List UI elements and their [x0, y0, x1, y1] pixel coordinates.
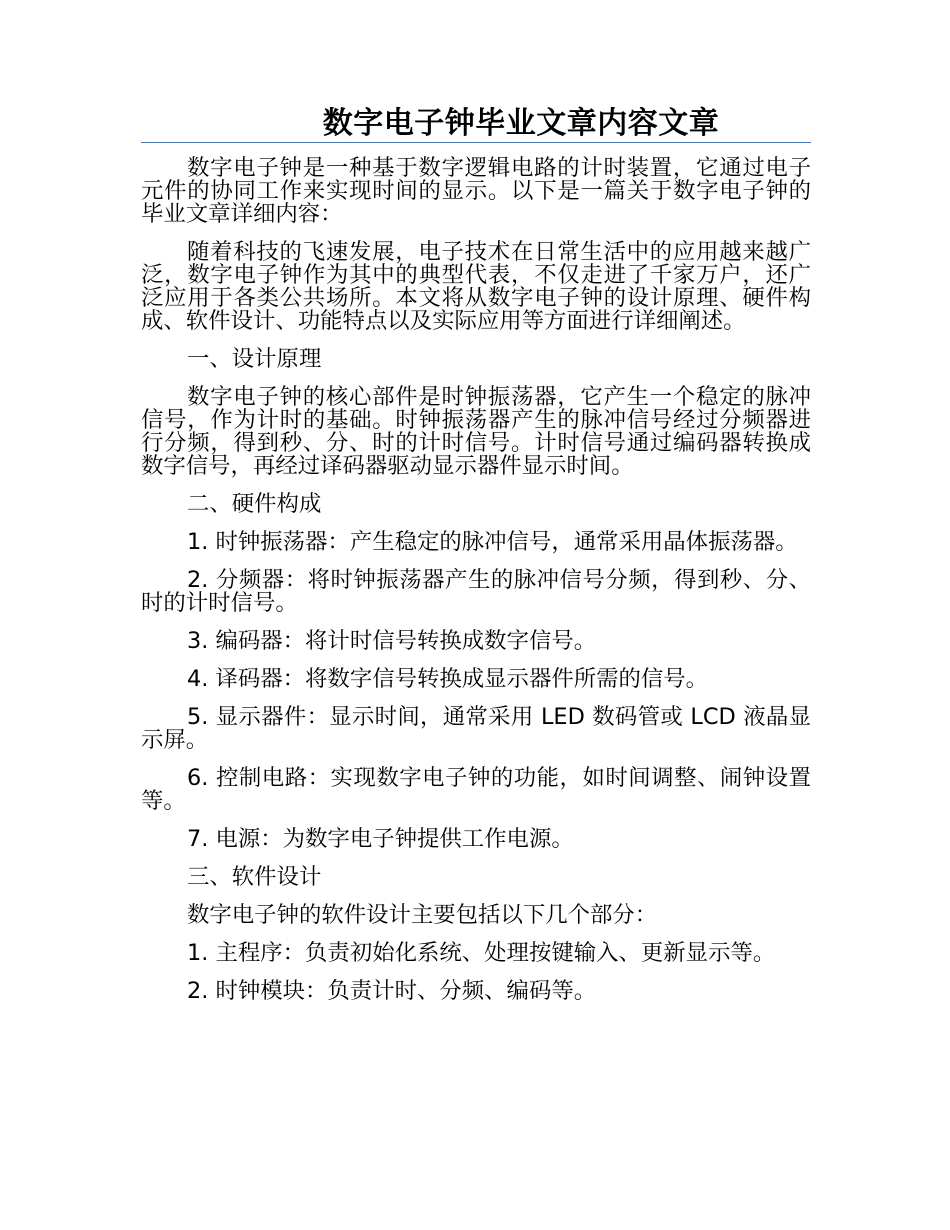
software-item-main-program: 1. 主程序：负责初始化系统、处理按键输入、更新显示等。 [187, 940, 776, 966]
background-paragraph: 随着科技的飞速发展，电子技术在日常生活中的应用越来越广泛，数字电子钟作为其中的典型代表，不仅走进了千家万户，还广泛应用于各类公共场所。本文将从数字电子钟的设计原理、硬件构成、软件设计、功能特点以及实际应用等方面进行详细阐述。 [141, 239, 811, 334]
document-body [141, 157, 811, 1003]
hardware-item-display: 5. 显示器件：显示时间，通常采用 LED 数码管或 LCD 液晶显示屏。 [141, 704, 811, 753]
section-heading-design-principle: 一、设计原理 [187, 346, 322, 372]
software-intro-paragraph: 数字电子钟的软件设计主要包括以下几个部分： [187, 902, 658, 928]
section-heading-hardware: 二、硬件构成 [187, 491, 322, 517]
hardware-item-power: 7. 电源：为数字电子钟提供工作电源。 [187, 826, 574, 852]
hardware-item-encoder: 3. 编码器：将计时信号转换成数字信号。 [187, 628, 597, 654]
section-heading-software: 三、软件设计 [187, 864, 322, 890]
intro-paragraph: 数字电子钟是一种基于数字逻辑电路的计时装置，它通过电子元件的协同工作来实现时间的显示。以下是一篇关于数字电子钟的毕业文章详细内容： [141, 155, 811, 227]
hardware-item-decoder: 4. 译码器：将数字信号转换成显示器件所需的信号。 [187, 666, 709, 692]
design-principle-paragraph: 数字电子钟的核心部件是时钟振荡器，它产生一个稳定的脉冲信号，作为计时的基础。时钟振荡器产生的脉冲信号经过分频器进行分频，得到秒、分、时的计时信号。计时信号通过编码器转换成数字信号，再经过译码器驱动显示器件显示时间。 [141, 384, 811, 479]
hardware-item-divider: 2. 分频器：将时钟振荡器产生的脉冲信号分频，得到秒、分、时的计时信号。 [141, 567, 811, 616]
document-title: 数字电子钟毕业文章内容文章 [322, 106, 720, 141]
hardware-item-control: 6. 控制电路：实现数字电子钟的功能，如时间调整、闹钟设置等。 [141, 765, 811, 814]
document-page [141, 100, 811, 1018]
software-item-clock-module: 2. 时钟模块：负责计时、分频、编码等。 [187, 978, 597, 1004]
hardware-item-oscillator: 1. 时钟振荡器：产生稳定的脉冲信号，通常采用晶体振荡器。 [187, 529, 798, 555]
